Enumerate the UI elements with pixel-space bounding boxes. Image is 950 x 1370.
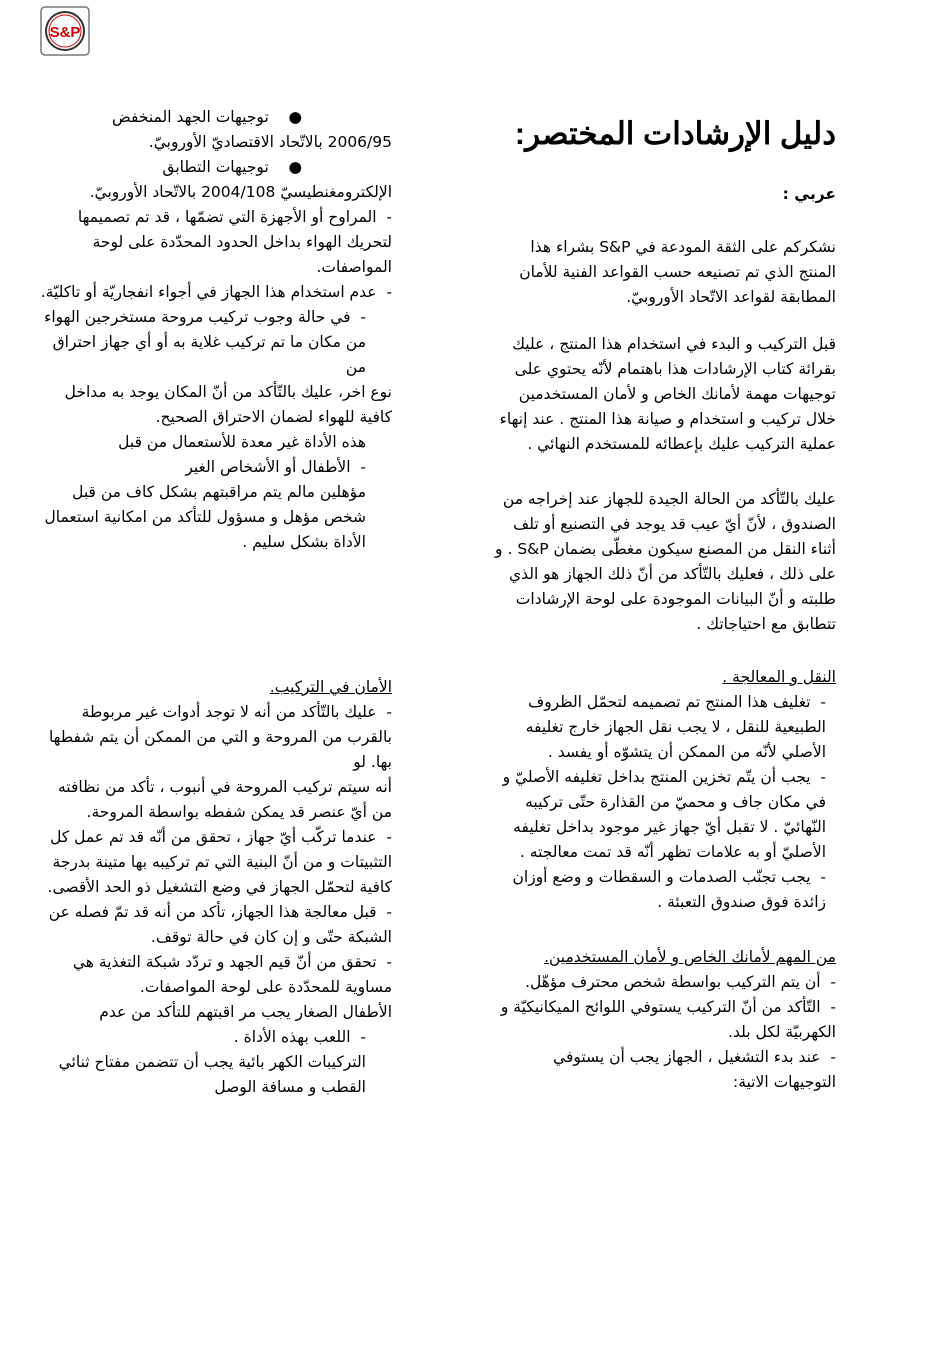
list-item: - عند بدء التشغيل ، الجهاز يجب أن يستوفي التوجيهات الاتية:	[553, 1048, 836, 1091]
safety-heading: من المهم لأمانك الخاص و لأمان المستخدمين.	[544, 948, 836, 966]
right-column	[490, 105, 836, 1095]
install-safety-heading: الأمان في التركيب.	[269, 678, 392, 696]
list-item-continuation: التركيبات الكهر بائية يجب أن تتضمن مفتاح ثنائي القطب و مسافة الوصل	[58, 1053, 366, 1096]
list-item: - تغليف هذا المنتج تم تصميمه لتحمّل الظروف الطبيعية للنقل ، لا يجب نقل الجهاز خارج تغليفه الأصلي لأنّه من الممكن أن يتشوّه أو يفسد .	[525, 693, 826, 761]
check-condition-paragraph: عليك بالتّأكد من الحالة الجيدة للجهاز عند إخراجه من الصندوق ، لأنّ أيّ عيب قد يوجد في التصنيع أو تلف أثناء النقل من المصنع سيكون مغطّى بضمان S&P . و على ذلك ، فعليك بالتّأكد من أنّ ذلك الجهاز هو الذي طلبته و أنّ البيانات الموجودة على لوحة الإرشادات تتطابق مع احتياجاتك .	[495, 490, 836, 633]
list-item: - عندما تركّب أيّ جهاز ، تحقق من أنّه قد تم عمل كل التثبيتات و من أنّ البنية التي تم تركيبه بها متينة بدرجة	[50, 828, 392, 871]
sp-logo	[40, 6, 90, 56]
list-item: ● توجيهات التطابق	[162, 158, 302, 176]
list-item-continuation: الإلكترومغنطيسيّ 2004/108 بالاتّحاد الأوروبيّ.	[89, 183, 392, 201]
before-install-paragraph: قبل التركيب و البدء في استخدام هذا المنتج ، عليك بقرائة كتاب الإرشادات هذا باهتمام لأنّه يحتوي على توجيهات مهمة لأمانك الخاص و لأمان المستخدمين خلال تركيب و استخدام و صيانة هذا المنتج . عند إنهاء عملية التركيب عليك بإعطائه للمستخدم النهائي .	[499, 335, 836, 453]
list-item: - أن يتم التركيب بواسطة شخص محترف مؤهّل.	[525, 973, 836, 991]
list-item: - اللعب بهذه الأداة .	[233, 1028, 366, 1046]
document-title: دليل الإرشادات المختصر:	[514, 116, 836, 151]
list-item: - تحقق من أنّ قيم الجهد و تردّد شبكة التغذية هي مساوية للمحدّدة على لوحة المواصفات.	[72, 953, 392, 996]
transport-list	[490, 690, 836, 915]
list-item: - قبل معالجة هذا الجهاز، تأكد من أنه قد تمّ فصله عن الشبكة حتّى و إن كان في حالة توقف.	[48, 903, 392, 946]
list-item: - يجب تجنّب الصدمات و السقطات و وضع أوزان زائدة فوق صندوق التعبئة .	[512, 868, 826, 911]
list-item: - في حالة وجوب تركيب مروحة مستخرجين الهواء من مكان ما تم تركيب غلاية به أو أي جهاز احتراق من	[44, 308, 366, 376]
language-label: عربي :	[782, 185, 836, 203]
left-column	[40, 105, 392, 1100]
list-item: - التّأكد من أنّ التركيب يستوفي اللوائح الميكانيكيّة و الكهربيّة لكل بلد.	[500, 998, 836, 1041]
list-item: - يجب أن يتّم تخزين المنتج بداخل تغليفه الأصليّ و في مكان جاف و محميّ من القذارة حتّى تركيبه النّهائيّ . لا تقبل أيّ جهاز غير موجود بداخل تغليفه الأصليّ أو به علامات تظهر أنّه قد تمت معالجته .	[502, 768, 826, 861]
list-item-continuation: مؤهلين مالم يتم مراقبتهم بشكل كاف من قبل شخص مؤهل و مسؤول للتأكد من امكانية استعمال الأداة بشكل سليم .	[44, 483, 366, 551]
list-item-continuation: 2006/95 بالاتّحاد الاقتصاديّ الأوروبيّ.	[148, 133, 392, 151]
list-item-continuation: أنه سيتم تركيب المروحة في أنبوب ، تأكد من نظافته من أيّ عنصر قد يمكن شفطه بواسطة المروحة.	[57, 778, 392, 821]
list-item-continuation: كافية لتحمّل الجهاز في وضع التشغيل ذو الحد الأقصى.	[47, 878, 392, 896]
directives-list	[40, 105, 392, 205]
list-item-continuation: نوع اخر، عليك بالتّأكد من أنّ المكان يوجد به مداخل كافية للهواء لضمان الاحتراق الصحيح.	[64, 383, 392, 426]
safety-list	[490, 970, 836, 1095]
list-item: - الأطفال أو الأشخاص الغير	[185, 458, 366, 476]
kids-line: الأطفال الصغار يجب مر اقبتهم للتأكد من عدم	[99, 1003, 392, 1021]
list-item: - المراوح أو الأجهزة التي تضمّها ، قد تم تصميمها لتحريك الهواء بداخل الحدود المحدّدة على لوحة المواصفات.	[77, 208, 392, 276]
children-line: هذه الأداة غير معدة للأستعمال من قبل	[118, 433, 366, 451]
list-item: - عليك بالتّأكد من أنه لا توجد أدوات غير مربوطة بالقرب من المروحة و التي من الممكن أن يتم شفطها بها. لو	[48, 703, 392, 771]
intro-paragraph: نشكركم على الثقة المودعة في S&P بشراء هذا المنتج الذي تم تصنيعه حسب القواعد الفنية للأمان المطابقة لقواعد الاتّحاد الأوروبيّ.	[519, 238, 836, 306]
logo-text: S&P	[49, 24, 81, 41]
list-item: ● توجيهات الجهد المنخفض	[112, 108, 302, 126]
list-item: - عدم استخدام هذا الجهاز في أجواء انفجاريّة أو تاكليّة.	[40, 283, 392, 301]
transport-heading: النقل و المعالجة .	[722, 668, 836, 686]
